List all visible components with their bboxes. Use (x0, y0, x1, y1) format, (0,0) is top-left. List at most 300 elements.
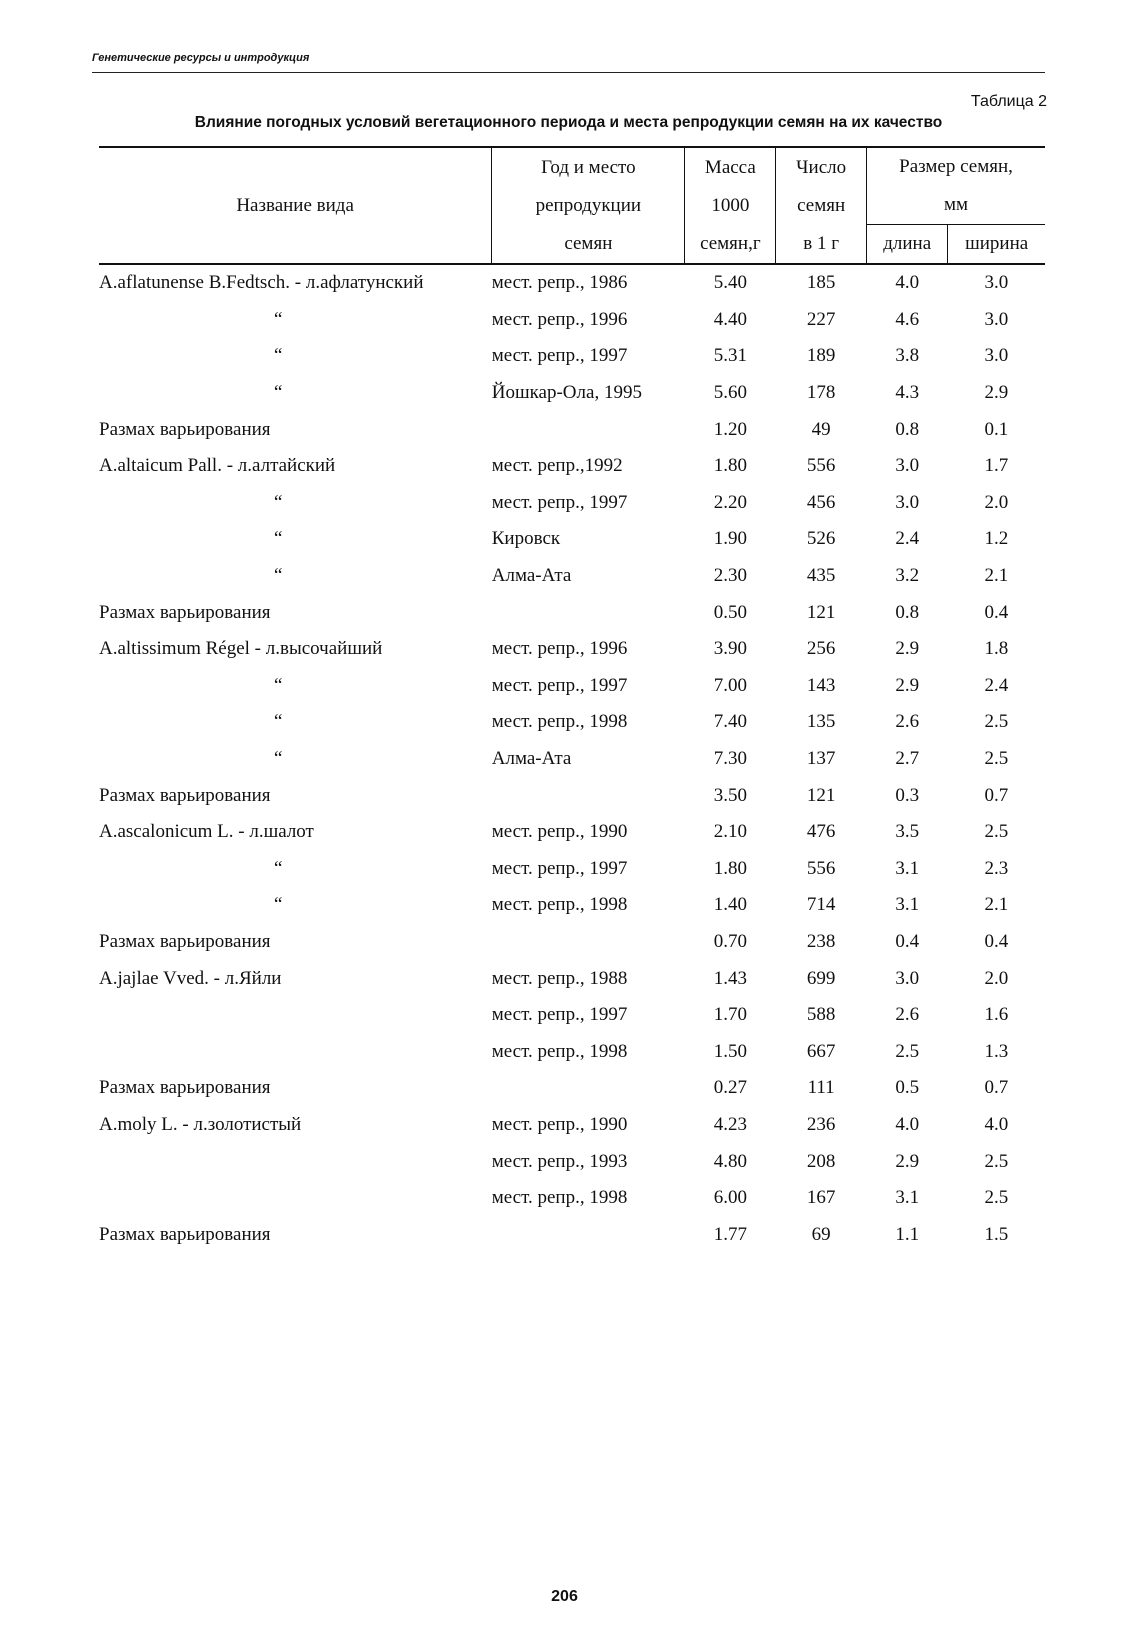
species-cell-text: “ (274, 674, 283, 696)
length-cell (867, 338, 948, 375)
count-cell-text: 137 (806, 748, 836, 770)
place-cell (492, 668, 685, 705)
length-cell-text: 3.0 (895, 491, 920, 513)
mass-cell (685, 594, 776, 631)
mass-cell-text: 5.60 (713, 382, 747, 404)
mass-cell (685, 997, 776, 1034)
place-cell-text: мест. репр.,1992 (491, 455, 623, 477)
count-cell (776, 1180, 867, 1217)
table-row (99, 558, 1045, 595)
place-cell (492, 997, 685, 1034)
table-row (99, 997, 1045, 1034)
mass-cell-text: 1.43 (713, 967, 747, 989)
length-cell (867, 1216, 948, 1253)
width-cell-text: 2.1 (984, 894, 1009, 916)
header-length: длина (867, 225, 948, 265)
header-year-place-line: Год и место (541, 156, 636, 178)
header-divider (92, 72, 1045, 73)
width-cell (948, 264, 1045, 302)
mass-cell (685, 741, 776, 778)
width-cell-text: 3.0 (984, 272, 1009, 294)
mass-cell (685, 521, 776, 558)
table-row (99, 302, 1045, 339)
mass-cell-text: 1.50 (713, 1040, 747, 1062)
page-number: 206 (551, 1588, 578, 1605)
species-cell (99, 1216, 492, 1253)
width-cell-text: 0.7 (984, 1077, 1009, 1099)
width-cell-text: 2.1 (984, 565, 1009, 587)
place-cell-text: мест. репр., 1997 (491, 491, 628, 513)
width-cell (948, 960, 1045, 997)
width-cell (948, 1180, 1045, 1217)
header-count (776, 147, 867, 264)
width-cell (948, 1070, 1045, 1107)
length-cell-text: 0.8 (895, 601, 920, 623)
table-row (99, 631, 1045, 668)
width-cell-text: 1.5 (984, 1223, 1009, 1245)
width-cell (948, 1033, 1045, 1070)
table-caption: Влияние погодных условий вегетационного периода и места репродукции семян на их качество (194, 114, 943, 131)
length-cell (867, 1180, 948, 1217)
count-cell (776, 1216, 867, 1253)
width-cell-text: 0.4 (984, 930, 1009, 952)
place-cell-text: мест. репр., 1998 (491, 894, 628, 916)
species-cell (99, 741, 492, 778)
width-cell-text: 1.2 (984, 528, 1009, 550)
table-row (99, 777, 1045, 814)
length-cell-text: 0.8 (895, 418, 920, 440)
count-cell-text: 208 (806, 1150, 836, 1172)
place-cell (492, 264, 685, 302)
table-row (99, 924, 1045, 961)
mass-cell-text: 1.40 (713, 894, 747, 916)
mass-cell (685, 558, 776, 595)
width-cell (948, 411, 1045, 448)
width-cell (948, 997, 1045, 1034)
table-row (99, 594, 1045, 631)
table-row (99, 814, 1045, 851)
species-cell (99, 558, 492, 595)
count-cell (776, 1143, 867, 1180)
length-cell (867, 1070, 948, 1107)
mass-cell-text: 0.27 (713, 1077, 747, 1099)
species-cell (99, 302, 492, 339)
header-count-line: в 1 г (803, 232, 840, 254)
species-cell (99, 631, 492, 668)
header-seed-size-line: мм (944, 194, 969, 215)
count-cell (776, 814, 867, 851)
length-cell (867, 777, 948, 814)
species-cell-text: A.jajlae Vved. - л.Яйли (99, 967, 282, 989)
table-row (99, 1107, 1045, 1144)
species-cell (99, 924, 492, 961)
length-cell (867, 1107, 948, 1144)
mass-cell-text: 5.40 (713, 272, 747, 294)
species-cell (99, 264, 492, 302)
count-cell (776, 851, 867, 888)
place-cell (492, 924, 685, 961)
length-cell-text: 2.6 (895, 1004, 920, 1026)
species-cell-text: Размах варьирования (99, 418, 271, 440)
species-cell-text: “ (274, 345, 283, 367)
header-row (99, 147, 1045, 225)
table-row (99, 485, 1045, 522)
width-cell-text: 4.0 (984, 1113, 1009, 1135)
table-row (99, 448, 1045, 485)
mass-cell (685, 302, 776, 339)
count-cell-text: 167 (806, 1187, 836, 1209)
table-row (99, 741, 1045, 778)
width-cell-text: 2.5 (984, 748, 1009, 770)
place-cell-text: мест. репр., 1997 (491, 345, 628, 367)
place-cell (492, 594, 685, 631)
species-cell (99, 997, 492, 1034)
length-cell (867, 814, 948, 851)
mass-cell (685, 814, 776, 851)
count-cell-text: 476 (806, 821, 836, 843)
length-cell (867, 960, 948, 997)
count-cell-text: 556 (806, 455, 836, 477)
place-cell (492, 1216, 685, 1253)
count-cell (776, 448, 867, 485)
place-cell-text: мест. репр., 1990 (491, 1113, 628, 1135)
species-cell-text: “ (274, 711, 283, 733)
mass-cell (685, 777, 776, 814)
width-cell (948, 741, 1045, 778)
header-mass-line: Масса (704, 156, 756, 178)
length-cell (867, 411, 948, 448)
width-cell-text: 0.4 (984, 601, 1009, 623)
species-cell-text: “ (274, 308, 283, 330)
species-cell-text: “ (274, 748, 283, 770)
species-cell-text: “ (274, 382, 283, 404)
species-cell-text: A.altaicum Pall. - л.алтайский (99, 455, 336, 477)
width-cell (948, 668, 1045, 705)
place-cell-text: мест. репр., 1996 (491, 308, 628, 330)
species-cell-text: Размах варьирования (99, 1077, 271, 1099)
place-cell-text: Алма-Ата (491, 748, 572, 770)
count-cell-text: 435 (806, 565, 836, 587)
header-year-place-line: репродукции (535, 194, 642, 216)
count-cell (776, 777, 867, 814)
mass-cell-text: 1.77 (713, 1223, 747, 1245)
mass-cell (685, 924, 776, 961)
length-cell (867, 997, 948, 1034)
place-cell (492, 375, 685, 412)
place-cell (492, 851, 685, 888)
width-cell-text: 2.3 (984, 857, 1009, 879)
length-cell (867, 631, 948, 668)
count-cell (776, 741, 867, 778)
width-cell-text: 3.0 (984, 345, 1009, 367)
mass-cell-text: 7.00 (713, 674, 747, 696)
length-cell (867, 594, 948, 631)
length-cell (867, 1033, 948, 1070)
count-cell (776, 887, 867, 924)
species-cell (99, 814, 492, 851)
table-row (99, 704, 1045, 741)
mass-cell-text: 3.50 (713, 784, 747, 806)
mass-cell (685, 1107, 776, 1144)
place-cell (492, 1070, 685, 1107)
species-cell-text: “ (274, 565, 283, 587)
width-cell (948, 485, 1045, 522)
length-cell (867, 741, 948, 778)
mass-cell-text: 2.30 (713, 565, 747, 587)
mass-cell (685, 1216, 776, 1253)
header-count-line: семян (797, 194, 846, 216)
width-cell-text: 3.0 (984, 308, 1009, 330)
place-cell-text: мест. репр., 1998 (491, 711, 628, 733)
count-cell (776, 631, 867, 668)
table-row (99, 1180, 1045, 1217)
species-cell (99, 594, 492, 631)
table-row (99, 264, 1045, 302)
mass-cell (685, 631, 776, 668)
count-cell (776, 1107, 867, 1144)
width-cell (948, 558, 1045, 595)
header-mass (685, 147, 776, 264)
mass-cell-text: 3.90 (713, 638, 747, 660)
species-cell-text: A.aflatunense B.Fedtsch. - л.афлатунский (99, 272, 424, 294)
mass-cell (685, 411, 776, 448)
place-cell (492, 448, 685, 485)
species-cell-text: A.ascalonicum L. - л.шалот (99, 821, 314, 843)
length-cell-text: 3.1 (895, 1187, 920, 1209)
header-width: ширина (948, 225, 1045, 265)
mass-cell (685, 704, 776, 741)
table-row (99, 1216, 1045, 1253)
place-cell-text: мест. репр., 1988 (491, 967, 628, 989)
table-label: Таблица 2 (970, 93, 1047, 110)
width-cell (948, 631, 1045, 668)
header-year-place-line: семян (564, 232, 613, 254)
width-cell-text: 0.7 (984, 784, 1009, 806)
mass-cell-text: 2.20 (713, 491, 747, 513)
count-cell-text: 121 (806, 784, 836, 806)
count-cell (776, 338, 867, 375)
length-cell (867, 887, 948, 924)
count-cell (776, 668, 867, 705)
mass-cell-text: 0.70 (713, 930, 747, 952)
mass-cell (685, 485, 776, 522)
species-cell (99, 1070, 492, 1107)
mass-cell (685, 1180, 776, 1217)
count-cell (776, 411, 867, 448)
width-cell-text: 2.5 (984, 1150, 1009, 1172)
width-cell-text: 0.1 (984, 418, 1009, 440)
width-cell (948, 521, 1045, 558)
table-row (99, 1070, 1045, 1107)
count-cell (776, 1033, 867, 1070)
count-cell-text: 588 (806, 1004, 836, 1026)
width-cell-text: 2.5 (984, 821, 1009, 843)
count-cell-text: 135 (806, 711, 836, 733)
length-cell-text: 3.1 (895, 894, 920, 916)
species-cell (99, 1107, 492, 1144)
count-cell (776, 1070, 867, 1107)
length-cell (867, 264, 948, 302)
species-cell (99, 448, 492, 485)
mass-cell-text: 6.00 (713, 1187, 747, 1209)
length-cell-text: 0.5 (895, 1077, 920, 1099)
length-cell (867, 1143, 948, 1180)
table-row (99, 411, 1045, 448)
width-cell (948, 338, 1045, 375)
species-cell (99, 668, 492, 705)
table-row (99, 375, 1045, 412)
place-cell-text: мест. репр., 1996 (491, 638, 628, 660)
mass-cell (685, 1070, 776, 1107)
place-cell (492, 1143, 685, 1180)
place-cell (492, 887, 685, 924)
length-cell-text: 3.8 (895, 345, 920, 367)
count-cell-text: 667 (806, 1040, 836, 1062)
species-cell (99, 777, 492, 814)
species-cell-text: “ (274, 528, 283, 550)
count-cell-text: 69 (811, 1223, 831, 1245)
count-cell-text: 256 (806, 638, 836, 660)
species-cell (99, 851, 492, 888)
table-row (99, 960, 1045, 997)
count-cell (776, 375, 867, 412)
count-cell (776, 594, 867, 631)
mass-cell (685, 668, 776, 705)
count-cell (776, 704, 867, 741)
place-cell (492, 521, 685, 558)
place-cell (492, 704, 685, 741)
length-cell-text: 4.0 (895, 272, 920, 294)
mass-cell (685, 264, 776, 302)
mass-cell-text: 1.70 (713, 1004, 747, 1026)
count-cell (776, 485, 867, 522)
count-cell (776, 960, 867, 997)
mass-cell-text: 7.40 (713, 711, 747, 733)
table-row (99, 887, 1045, 924)
mass-cell (685, 960, 776, 997)
count-cell (776, 924, 867, 961)
species-cell-text: Размах варьирования (99, 930, 271, 952)
count-cell-text: 556 (806, 857, 836, 879)
width-cell-text: 2.0 (984, 491, 1009, 513)
width-cell (948, 704, 1045, 741)
species-cell-text: Размах варьирования (99, 1223, 271, 1245)
width-cell-text: 1.6 (984, 1004, 1009, 1026)
place-cell-text: мест. репр., 1990 (491, 821, 628, 843)
length-cell (867, 558, 948, 595)
species-cell-text: “ (274, 857, 283, 879)
width-cell-text: 1.7 (984, 455, 1009, 477)
width-cell (948, 887, 1045, 924)
length-cell-text: 3.0 (895, 455, 920, 477)
species-cell (99, 411, 492, 448)
header-species: Название вида (99, 147, 492, 264)
place-cell (492, 777, 685, 814)
species-cell (99, 960, 492, 997)
width-cell (948, 1107, 1045, 1144)
count-cell-text: 699 (806, 967, 836, 989)
place-cell (492, 960, 685, 997)
mass-cell (685, 338, 776, 375)
width-cell-text: 2.5 (984, 711, 1009, 733)
header-mass-line: 1000 (711, 194, 750, 216)
width-cell-text: 1.3 (984, 1040, 1009, 1062)
place-cell-text: мест. репр., 1997 (491, 674, 628, 696)
place-cell (492, 741, 685, 778)
table-row (99, 338, 1045, 375)
count-cell-text: 526 (806, 528, 836, 550)
length-cell-text: 0.4 (895, 930, 920, 952)
place-cell (492, 302, 685, 339)
length-cell-text: 3.2 (895, 565, 920, 587)
mass-cell-text: 1.80 (713, 857, 747, 879)
species-cell (99, 1180, 492, 1217)
mass-cell (685, 1143, 776, 1180)
place-cell-text: мест. репр., 1997 (491, 857, 628, 879)
length-cell-text: 2.9 (895, 1150, 920, 1172)
mass-cell (685, 375, 776, 412)
count-cell-text: 456 (806, 491, 836, 513)
width-cell (948, 851, 1045, 888)
mass-cell-text: 2.10 (713, 821, 747, 843)
place-cell (492, 1033, 685, 1070)
count-cell (776, 521, 867, 558)
place-cell (492, 558, 685, 595)
length-cell-text: 2.7 (895, 748, 920, 770)
table-row (99, 521, 1045, 558)
place-cell-text: Алма-Ата (491, 565, 572, 587)
count-cell-text: 143 (806, 674, 836, 696)
length-cell-text: 0.3 (895, 784, 920, 806)
species-cell (99, 521, 492, 558)
length-cell-text: 2.5 (895, 1040, 920, 1062)
running-head: Генетические ресурсы и интродукция (92, 52, 310, 64)
width-cell (948, 1216, 1045, 1253)
place-cell (492, 485, 685, 522)
count-cell-text: 121 (806, 601, 836, 623)
species-cell-text: Размах варьирования (99, 601, 271, 623)
width-cell (948, 448, 1045, 485)
count-cell-text: 178 (806, 382, 836, 404)
header-count-line: Число (796, 156, 847, 178)
place-cell-text: мест. репр., 1998 (491, 1040, 628, 1062)
count-cell (776, 558, 867, 595)
table-row (99, 1033, 1045, 1070)
length-cell-text: 1.1 (895, 1223, 920, 1245)
width-cell (948, 594, 1045, 631)
width-cell (948, 375, 1045, 412)
table-row (99, 1143, 1045, 1180)
species-cell-text: Размах варьирования (99, 784, 271, 806)
width-cell-text: 1.8 (984, 638, 1009, 660)
count-cell (776, 997, 867, 1034)
place-cell-text: мест. репр., 1997 (491, 1004, 628, 1026)
mass-cell (685, 448, 776, 485)
place-cell (492, 1180, 685, 1217)
count-cell-text: 238 (806, 930, 836, 952)
length-cell (867, 302, 948, 339)
count-cell (776, 302, 867, 339)
length-cell-text: 4.3 (895, 382, 920, 404)
species-cell-text: A.moly L. - л.золотистый (99, 1113, 302, 1135)
length-cell (867, 485, 948, 522)
species-cell (99, 887, 492, 924)
mass-cell-text: 1.80 (713, 455, 747, 477)
length-cell-text: 2.9 (895, 674, 920, 696)
mass-cell-text: 1.20 (713, 418, 747, 440)
mass-cell-text: 7.30 (713, 748, 747, 770)
place-cell-text: мест. репр., 1998 (491, 1187, 628, 1209)
